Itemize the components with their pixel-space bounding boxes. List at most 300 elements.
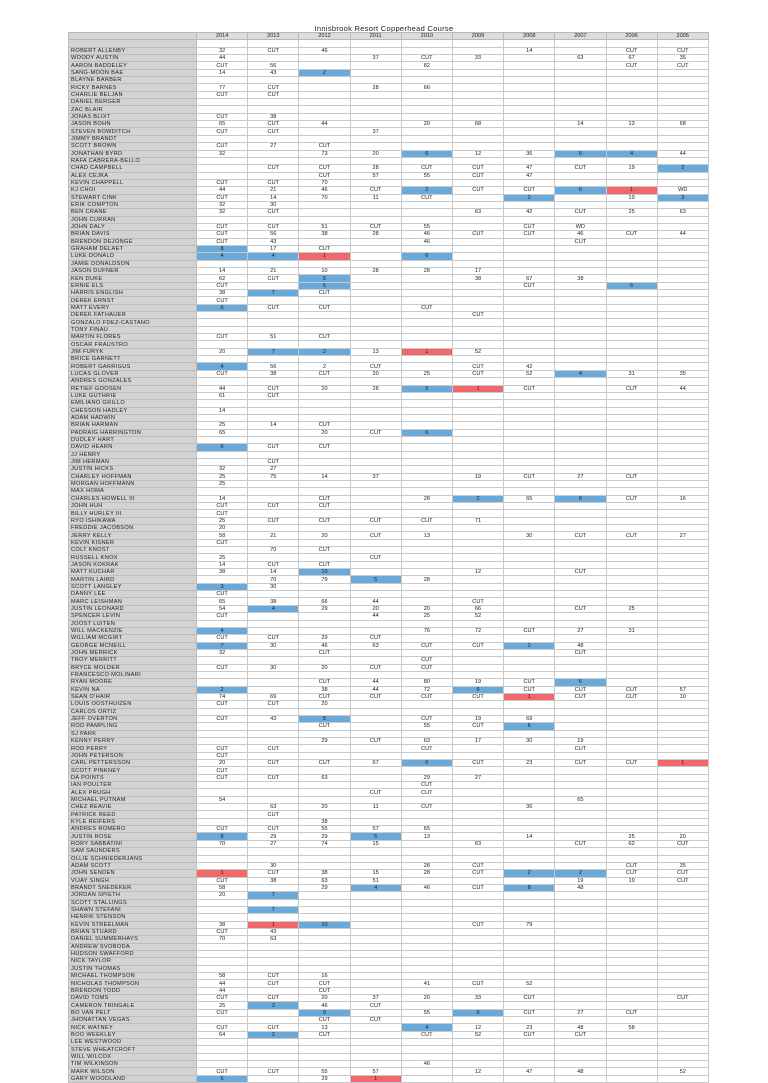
player-name: MARK WILSON [69, 1068, 197, 1075]
player-name: JOHN MERRICK [69, 649, 197, 656]
result-cell [606, 752, 657, 759]
result-cell [504, 378, 555, 385]
table-row [69, 855, 709, 862]
result-cell [555, 833, 606, 840]
result-cell [401, 671, 452, 678]
result-cell [657, 554, 708, 561]
result-cell: 20 [299, 995, 350, 1002]
result-cell [555, 752, 606, 759]
result-cell [555, 561, 606, 568]
result-cell [657, 319, 708, 326]
result-cell [401, 245, 452, 252]
result-cell: CUT [350, 738, 401, 745]
result-cell [657, 1024, 708, 1031]
player-name: JJ HENRY [69, 451, 197, 458]
table-row [69, 965, 709, 972]
result-cell [401, 400, 452, 407]
result-cell [606, 392, 657, 399]
result-cell: CUT [350, 693, 401, 700]
result-cell [299, 378, 350, 385]
result-cell: CUT [248, 128, 299, 135]
result-cell: 13 [299, 1024, 350, 1031]
highlighted-result-cell: 6 [504, 723, 555, 730]
player-name: KEVIN STREELMAN [69, 921, 197, 928]
result-cell [452, 91, 503, 98]
result-cell: 30 [504, 738, 555, 745]
result-cell: 27 [248, 466, 299, 473]
result-cell [555, 510, 606, 517]
result-cell [555, 517, 606, 524]
result-cell [657, 569, 708, 576]
result-cell: 47 [504, 1068, 555, 1075]
table-row [69, 928, 709, 935]
result-cell: 38 [299, 818, 350, 825]
result-cell [606, 128, 657, 135]
result-cell [657, 1031, 708, 1038]
highlighted-result-cell: 7 [248, 348, 299, 355]
highlighted-result-cell: 2 [197, 686, 248, 693]
result-cell: CUT [401, 693, 452, 700]
result-cell [248, 657, 299, 664]
result-cell: CUT [248, 503, 299, 510]
result-cell [657, 627, 708, 634]
result-cell: 73 [299, 150, 350, 157]
highlighted-result-cell: 2 [401, 187, 452, 194]
result-cell: 14 [555, 121, 606, 128]
result-cell: 11 [350, 194, 401, 201]
result-cell [606, 312, 657, 319]
result-cell [606, 884, 657, 891]
result-cell [606, 201, 657, 208]
table-row [69, 150, 709, 157]
result-cell: 28 [401, 870, 452, 877]
result-cell [555, 47, 606, 54]
result-cell [350, 1009, 401, 1016]
result-cell [452, 135, 503, 142]
result-cell [606, 723, 657, 730]
result-cell [248, 525, 299, 532]
result-cell [248, 679, 299, 686]
player-name: LEE WESTWOOD [69, 1039, 197, 1046]
table-row [69, 1053, 709, 1060]
result-cell [197, 811, 248, 818]
result-cell: 36 [504, 150, 555, 157]
result-cell [350, 480, 401, 487]
result-cell: CUT [606, 62, 657, 69]
player-name: ANDRES GONZALES [69, 378, 197, 385]
highlighted-result-cell: 2 [504, 642, 555, 649]
table-row [69, 1031, 709, 1038]
table-row [69, 1009, 709, 1016]
highlighted-result-cell: 7 [248, 906, 299, 913]
result-cell [504, 91, 555, 98]
result-cell: CUT [299, 547, 350, 554]
result-cell [606, 598, 657, 605]
table-row [69, 128, 709, 135]
result-cell [350, 906, 401, 913]
highlighted-result-cell: 3 [657, 194, 708, 201]
result-cell: 44 [350, 613, 401, 620]
result-cell: 25 [197, 1002, 248, 1009]
result-cell [401, 973, 452, 980]
result-cell [248, 260, 299, 267]
result-cell: 28 [350, 268, 401, 275]
result-cell [657, 348, 708, 355]
result-cell: 19 [606, 165, 657, 172]
result-cell [299, 1061, 350, 1068]
result-cell [248, 796, 299, 803]
result-cell [657, 451, 708, 458]
player-name: DAVID HEARN [69, 444, 197, 451]
result-cell: 70 [197, 936, 248, 943]
result-cell: 44 [350, 686, 401, 693]
result-cell: CUT [299, 495, 350, 502]
highlighted-result-cell: 6 [401, 760, 452, 767]
result-cell: 44 [197, 980, 248, 987]
player-name: ADAM SCOTT [69, 862, 197, 869]
result-cell [350, 914, 401, 921]
result-cell [555, 547, 606, 554]
result-cell [452, 378, 503, 385]
result-cell [248, 671, 299, 678]
result-cell [657, 290, 708, 297]
result-cell: CUT [452, 598, 503, 605]
table-row [69, 429, 709, 436]
result-cell: CUT [299, 143, 350, 150]
result-cell [452, 789, 503, 796]
result-cell: 46 [299, 187, 350, 194]
player-name: BOO WEEKLEY [69, 1031, 197, 1038]
table-row [69, 899, 709, 906]
result-cell: CUT [299, 649, 350, 656]
result-cell [452, 525, 503, 532]
highlighted-result-cell: 10 [299, 569, 350, 576]
result-cell [248, 172, 299, 179]
result-cell: 20 [401, 995, 452, 1002]
result-cell: 51 [350, 877, 401, 884]
result-cell: 25 [197, 473, 248, 480]
result-cell [452, 892, 503, 899]
result-cell: 63 [401, 738, 452, 745]
result-cell [350, 69, 401, 76]
result-cell [248, 649, 299, 656]
result-cell [504, 649, 555, 656]
result-cell: CUT [248, 458, 299, 465]
result-cell [299, 789, 350, 796]
result-cell: CUT [248, 392, 299, 399]
result-cell: CUT [248, 84, 299, 91]
result-cell [555, 201, 606, 208]
result-cell [452, 179, 503, 186]
result-cell [606, 297, 657, 304]
result-cell [452, 1075, 503, 1082]
result-cell [504, 121, 555, 128]
result-cell [657, 745, 708, 752]
result-cell [504, 635, 555, 642]
player-name: ADAM HADWIN [69, 414, 197, 421]
result-cell: CUT [350, 554, 401, 561]
result-cell [299, 539, 350, 546]
result-cell [248, 767, 299, 774]
result-cell: 32 [197, 209, 248, 216]
result-cell [657, 591, 708, 598]
result-cell [657, 223, 708, 230]
result-cell: 14 [248, 194, 299, 201]
result-cell [197, 488, 248, 495]
result-cell [401, 407, 452, 414]
result-cell [657, 738, 708, 745]
result-cell: 63 [299, 877, 350, 884]
result-cell: CUT [299, 987, 350, 994]
result-cell [606, 69, 657, 76]
result-cell: CUT [299, 290, 350, 297]
result-cell [504, 928, 555, 935]
result-cell: 38 [248, 370, 299, 377]
player-name: MATT EVERY [69, 304, 197, 311]
result-cell: CUT [248, 870, 299, 877]
result-cell [606, 1046, 657, 1053]
result-cell: 14 [197, 268, 248, 275]
result-cell [452, 253, 503, 260]
result-cell [401, 701, 452, 708]
result-cell [606, 1061, 657, 1068]
player-name: BRICE GARNETT [69, 356, 197, 363]
result-cell [248, 958, 299, 965]
result-cell: CUT [555, 649, 606, 656]
player-name: WILL MACKENZIE [69, 627, 197, 634]
result-cell [299, 297, 350, 304]
result-cell [504, 547, 555, 554]
result-cell [401, 848, 452, 855]
result-cell [657, 884, 708, 891]
result-cell: 63 [299, 774, 350, 781]
player-name: CHARLIE BELJAN [69, 91, 197, 98]
result-cell: 64 [197, 1031, 248, 1038]
player-name: CARL PETTERSSON [69, 760, 197, 767]
result-cell: 32 [197, 150, 248, 157]
result-cell: CUT [401, 642, 452, 649]
table-row [69, 319, 709, 326]
blank-row [69, 40, 709, 47]
result-cell [401, 1053, 452, 1060]
result-cell [452, 752, 503, 759]
result-cell: CUT [606, 47, 657, 54]
result-cell: 58 [197, 532, 248, 539]
table-row [69, 378, 709, 385]
table-row [69, 282, 709, 289]
result-cell: 43 [248, 715, 299, 722]
player-name: WOODY AUSTIN [69, 55, 197, 62]
result-cell [452, 106, 503, 113]
result-cell [197, 818, 248, 825]
result-cell [606, 444, 657, 451]
table-row [69, 223, 709, 230]
result-cell [606, 260, 657, 267]
result-cell: CUT [504, 282, 555, 289]
result-cell [350, 422, 401, 429]
result-cell [299, 436, 350, 443]
result-cell [657, 341, 708, 348]
result-cell: CUT [555, 693, 606, 700]
table-row [69, 113, 709, 120]
result-cell: CUT [452, 642, 503, 649]
result-cell [657, 179, 708, 186]
result-cell: 19 [452, 715, 503, 722]
result-cell [657, 752, 708, 759]
result-cell: 20 [299, 532, 350, 539]
table-row [69, 980, 709, 987]
result-cell [504, 341, 555, 348]
result-cell [452, 458, 503, 465]
table-row [69, 297, 709, 304]
player-name: CHAD CAMPBELL [69, 165, 197, 172]
result-cell: 51 [248, 334, 299, 341]
result-cell [452, 319, 503, 326]
result-cell: CUT [555, 238, 606, 245]
result-cell [350, 378, 401, 385]
player-name: ROD PAMPLING [69, 723, 197, 730]
result-cell [504, 480, 555, 487]
result-cell [350, 466, 401, 473]
result-cell [452, 811, 503, 818]
result-cell [350, 209, 401, 216]
result-cell [606, 642, 657, 649]
result-cell [504, 561, 555, 568]
player-name: SCOTT STALLINGS [69, 899, 197, 906]
result-cell [555, 451, 606, 458]
result-cell [504, 451, 555, 458]
table-row [69, 730, 709, 737]
result-cell: 70 [248, 547, 299, 554]
table-row [69, 245, 709, 252]
result-cell [248, 429, 299, 436]
result-cell [606, 782, 657, 789]
result-cell [350, 973, 401, 980]
player-name: BRENDON TODD [69, 987, 197, 994]
result-cell: CUT [197, 194, 248, 201]
blank-cell [555, 40, 606, 47]
result-cell [299, 392, 350, 399]
result-cell [248, 591, 299, 598]
result-cell [350, 510, 401, 517]
result-cell [197, 356, 248, 363]
result-cell [299, 892, 350, 899]
result-cell [452, 297, 503, 304]
result-cell [452, 833, 503, 840]
result-cell [504, 422, 555, 429]
result-cell [606, 179, 657, 186]
result-cell: 74 [299, 840, 350, 847]
table-row [69, 921, 709, 928]
highlighted-result-cell: 6 [452, 1009, 503, 1016]
result-cell [350, 818, 401, 825]
result-cell [401, 906, 452, 913]
result-cell [657, 921, 708, 928]
result-cell [401, 179, 452, 186]
result-cell [657, 297, 708, 304]
result-cell: 65 [504, 495, 555, 502]
highlighted-result-cell: 5 [299, 282, 350, 289]
result-cell: CUT [299, 1017, 350, 1024]
result-cell: 14 [197, 69, 248, 76]
result-cell: 25 [197, 554, 248, 561]
player-name: CARLOS ORTIZ [69, 708, 197, 715]
result-cell [504, 466, 555, 473]
player-name: CHARLES HOWELL III [69, 495, 197, 502]
result-cell [606, 1031, 657, 1038]
result-cell: 52 [657, 1068, 708, 1075]
result-cell: CUT [452, 862, 503, 869]
result-cell: WD [657, 187, 708, 194]
result-cell: CUT [197, 282, 248, 289]
result-cell [555, 965, 606, 972]
result-cell [299, 106, 350, 113]
result-cell [657, 906, 708, 913]
result-cell: CUT [504, 223, 555, 230]
result-cell: 16 [299, 973, 350, 980]
header-corner-cell [69, 33, 197, 40]
result-cell [401, 458, 452, 465]
result-cell [248, 1061, 299, 1068]
result-cell [657, 642, 708, 649]
result-cell [606, 738, 657, 745]
result-cell: CUT [299, 334, 350, 341]
highlighted-result-cell: 7 [248, 290, 299, 297]
result-cell: 44 [197, 385, 248, 392]
result-cell [452, 392, 503, 399]
result-cell [555, 400, 606, 407]
result-cell [299, 238, 350, 245]
result-cell [555, 172, 606, 179]
result-cell [606, 253, 657, 260]
highlighted-result-cell: 2 [555, 870, 606, 877]
result-cell [299, 1053, 350, 1060]
result-cell [657, 936, 708, 943]
result-cell: 51 [299, 223, 350, 230]
result-cell [657, 826, 708, 833]
player-name: DA POINTS [69, 774, 197, 781]
result-cell: 25 [197, 517, 248, 524]
player-name: MARTIN LAIRD [69, 576, 197, 583]
table-row [69, 1024, 709, 1031]
player-name: PADRAIG HARRINGTON [69, 429, 197, 436]
result-cell [555, 613, 606, 620]
result-cell [452, 422, 503, 429]
result-cell [606, 326, 657, 333]
result-cell [350, 341, 401, 348]
highlighted-result-cell: 1 [248, 921, 299, 928]
result-cell [197, 730, 248, 737]
player-name: JASON DUFNER [69, 268, 197, 275]
table-row [69, 157, 709, 164]
result-cell [555, 503, 606, 510]
result-cell [197, 1017, 248, 1024]
result-cell [555, 179, 606, 186]
result-cell [350, 1061, 401, 1068]
result-cell [657, 473, 708, 480]
result-cell: 2 [299, 363, 350, 370]
result-cell [299, 451, 350, 458]
result-cell [350, 892, 401, 899]
result-cell [657, 635, 708, 642]
table-row [69, 47, 709, 54]
result-cell [606, 268, 657, 275]
result-cell [197, 106, 248, 113]
result-cell [504, 113, 555, 120]
result-cell [248, 55, 299, 62]
result-cell [504, 407, 555, 414]
player-name: ERNIE ELS [69, 282, 197, 289]
